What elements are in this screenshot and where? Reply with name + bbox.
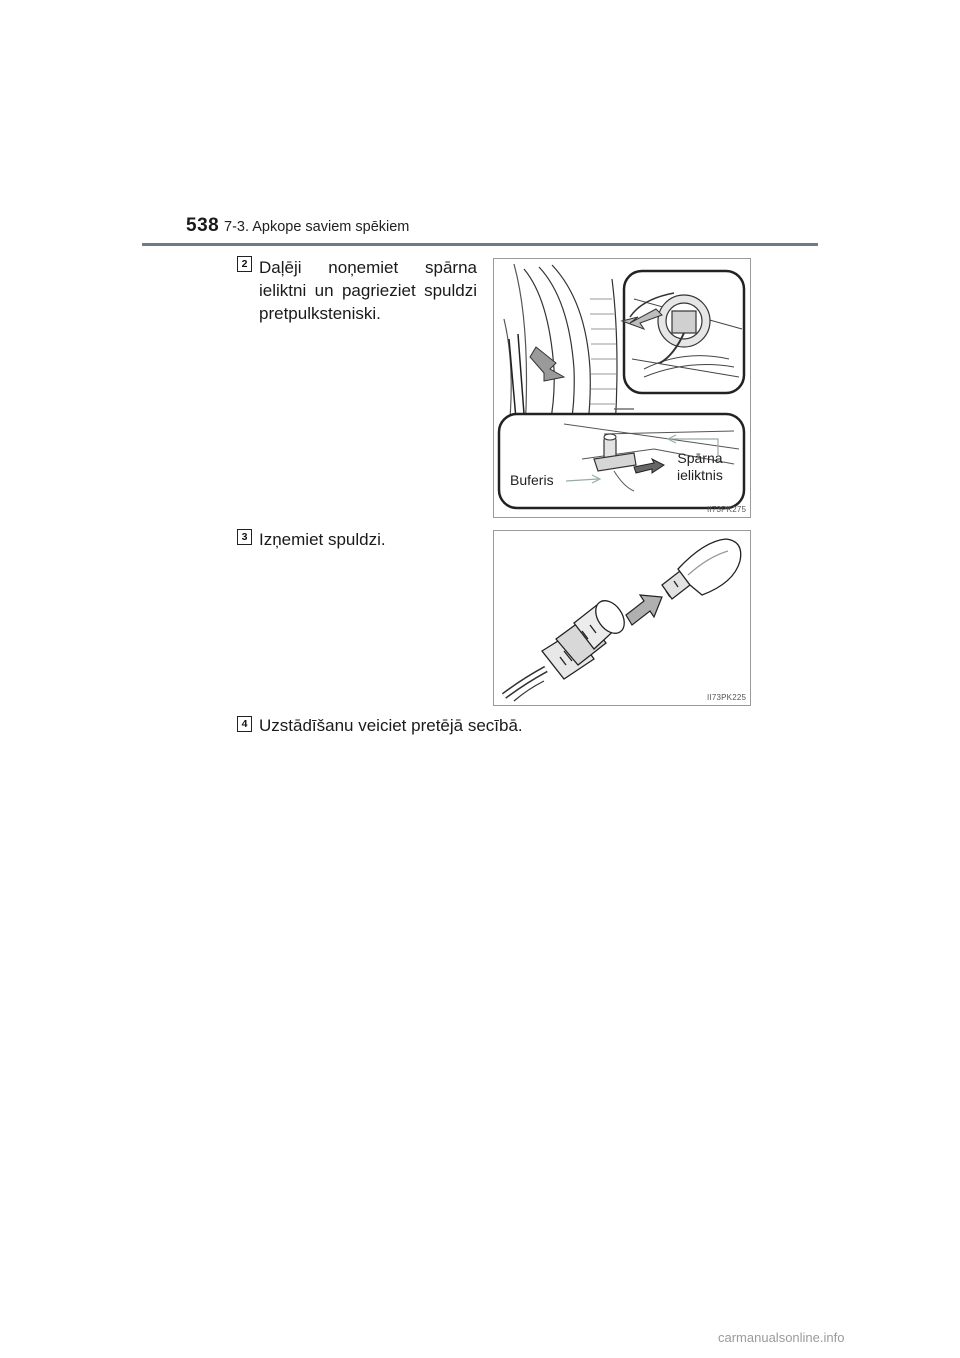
bulb-extract-illustration (494, 531, 750, 705)
step-badge-2: 2 (237, 256, 252, 272)
watermark[interactable]: carmanualsonline.info (718, 1330, 845, 1345)
step-2-line-1: Daļēji noņemiet spārna (259, 258, 477, 277)
figure-code: II73PK225 (707, 693, 747, 702)
step-2-line-2: ieliktni un pagrieziet spuldzi (259, 281, 477, 300)
step-4-text: Uzstādīšanu veiciet pretējā secībā. (259, 716, 523, 735)
header-divider (142, 243, 818, 246)
figure-code: II73PK275 (707, 505, 747, 514)
page-number: 538 (186, 215, 220, 236)
step-3-text: Izņemiet spuldzi. (259, 530, 386, 549)
label-sparna-line-1: Spārna (677, 450, 723, 466)
label-sparna-line-2: ieliktnis (677, 467, 723, 483)
figure-bulb-removal (493, 258, 751, 518)
label-buferis: Buferis (510, 472, 554, 488)
step-2-line-3: pretpulksteniski. (259, 304, 381, 323)
step-2-text (259, 256, 477, 325)
section-title: 7-3. Apkope saviem spēkiem (224, 219, 410, 235)
step-badge-4: 4 (237, 716, 252, 732)
figure-bulb-extract (493, 530, 751, 706)
label-sparna-ieliktnis (677, 450, 723, 484)
step-badge-3: 3 (237, 529, 252, 545)
